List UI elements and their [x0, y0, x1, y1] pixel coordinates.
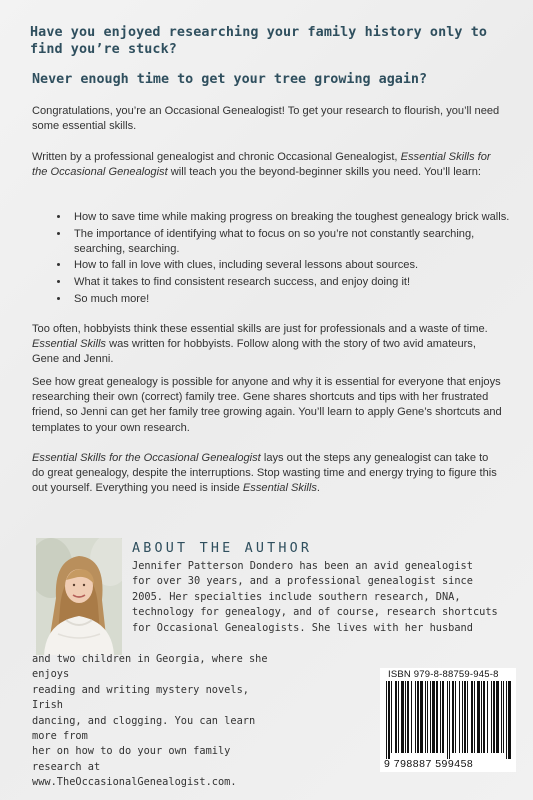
list-item: • How to fall in love with clues, including several lessons about sources. [70, 258, 520, 273]
hobbyists-paragraph: Too often, hobbyists think these essential skills are just for professionals and a waste of time. Essential Skills was written for hobbyists. Follow along with the story of two avid amateurs, Gene and Jenni. [32, 323, 488, 366]
list-item: • What it takes to find consistent research success, and enjoy doing it! [70, 275, 520, 290]
barcode-bar [487, 681, 488, 753]
barcode-bar [501, 681, 502, 753]
barcode-bar [496, 681, 499, 753]
barcode-bar [449, 681, 450, 759]
author-bio-top: Jennifer Patterson Dondero has been an avid genealogist for over 30 years, and a professional genealogist since 2005. Her specialties include southern research, DNA, technology for genealogy, and of course, research shortcuts for Occasional Genealogists. She lives with her husband [132, 560, 498, 634]
barcode-bar [395, 681, 397, 753]
barcode-bar [388, 681, 390, 759]
barcode-bar [455, 681, 456, 753]
barcode-bar [440, 681, 441, 753]
barcode-bar [427, 681, 428, 753]
list-item: • So much more! [70, 292, 520, 307]
barcode-bar [398, 681, 399, 753]
barcode-bar [506, 681, 507, 759]
barcode-bar [471, 681, 473, 753]
barcode-bar [474, 681, 475, 753]
barcode-bar [436, 681, 438, 753]
headline-question: Have you enjoyed researching your family history only to find you’re stuck? [30, 25, 488, 57]
barcode-bar [386, 681, 387, 759]
barcode-bar [415, 681, 416, 753]
barcode-bars [384, 681, 512, 759]
skills-list [52, 210, 520, 309]
barcode-bar [493, 681, 495, 753]
isbn-label: ISBN 979-8-88759-945-8 [388, 669, 499, 680]
book-title-short: Essential Skills [32, 338, 106, 351]
barcode-bar [432, 681, 435, 753]
barcode-bar [477, 681, 480, 753]
barcode-bar [420, 681, 423, 753]
author-bio-bottom: and two children in Georgia, where she enjoys reading and writing mystery novels, Irish dancing, and clogging. You can learn more from her on how to do your own family research at www.TheOccasionalGenealogist.com. [32, 652, 272, 791]
book-title: Essential Skills for the Occasional Genealogist [32, 452, 261, 464]
book-title-short: Essential Skills [242, 482, 317, 495]
list-item: • The importance of identifying what to focus on so you’re not constantly searching, searching, searching. [70, 227, 520, 257]
barcode-bar [452, 681, 454, 753]
barcode-bar [411, 681, 412, 753]
author-photo [36, 538, 122, 655]
intro-paragraph: Congratulations, you’re an Occasional Genealogist! To get your research to flourish, you’ll need some essential skills. [32, 105, 500, 133]
barcode-bar [442, 681, 444, 753]
steps-paragraph: Essential Skills for the Occasional Genealogist lays out the steps any genealogist can take to do great genealogy, despite the interruptions. Stop wasting time and energy trying to figure this out yourself. Everything you need is inside Essential Skills. [32, 452, 497, 495]
book-title: Essential Skills for the Occasional Genealogist [32, 151, 491, 179]
author-portrait-image [36, 538, 122, 655]
barcode-bar [464, 681, 466, 753]
barcode-bar [462, 681, 463, 753]
barcode-bar [459, 681, 460, 753]
barcode-bar [425, 681, 426, 753]
barcode-bar [417, 681, 419, 753]
barcode-bar [481, 681, 482, 753]
barcode-bar [483, 681, 485, 753]
isbn-barcode-box [380, 668, 516, 772]
barcode-digits: 9 798887 599458 [384, 758, 474, 770]
written-by-paragraph: Written by a professional genealogist and chronic Occasional Genealogist, Essential Skills for the Occasional Genealogist will teach you the beyond-beginner skills you need. You’ll learn: [32, 151, 491, 179]
barcode-bar [401, 681, 404, 753]
barcode-bar [430, 681, 431, 753]
headline-subquestion: Never enough time to get your tree growing again? [32, 72, 428, 87]
barcode-bar [508, 681, 511, 759]
list-item: • How to save time while making progress on breaking the toughest genealogy brick walls. [70, 210, 520, 225]
barcode-bar [391, 681, 392, 753]
barcode-bar [447, 681, 448, 759]
barcode-bar [467, 681, 468, 753]
about-author-heading: ABOUT THE AUTHOR [132, 541, 313, 556]
great-genealogy-paragraph: See how great genealogy is possible for anyone and why it is essential for everyone that enjoys researching their own (correct) family tree. Gene shares shortcuts and tips with her frustrated friend, so Jenni can get her family tree growing again. You’ll learn to apply Gene’s shortcuts and templates to your own research. [32, 376, 502, 434]
barcode-bar [491, 681, 492, 753]
barcode-bar [405, 681, 406, 753]
barcode-bar [503, 681, 504, 753]
author-website: www.TheOccasionalGenealogist.com. [32, 776, 237, 789]
barcode-bar [407, 681, 409, 753]
